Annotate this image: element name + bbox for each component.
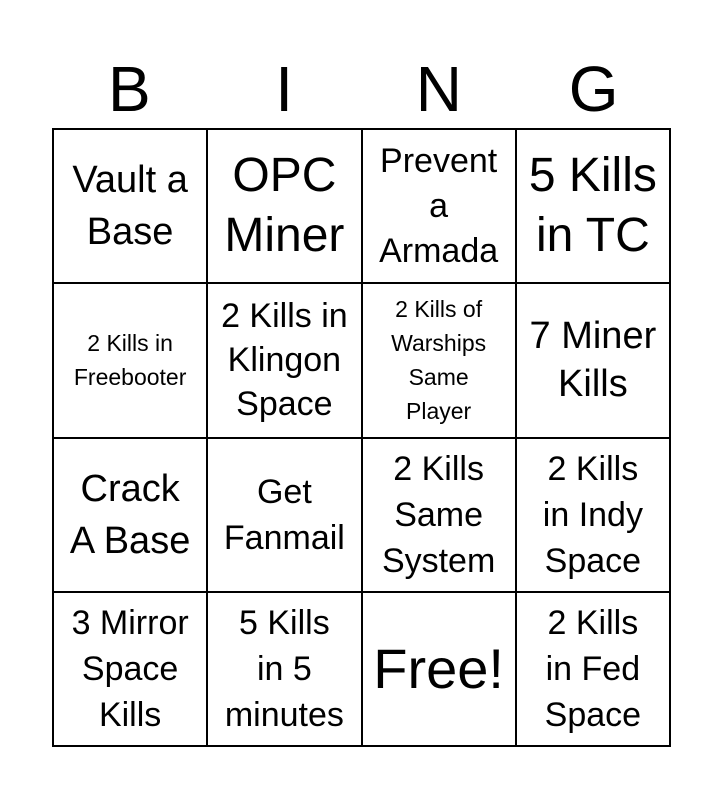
bingo-cell[interactable] xyxy=(516,592,670,746)
bingo-cell-text: 3 Mirror Space Kills xyxy=(71,603,189,734)
header-letter-i: I xyxy=(275,53,294,125)
bingo-cell-text: 7 Miner Kills xyxy=(529,315,657,406)
bingo-cell[interactable] xyxy=(362,283,516,437)
bingo-cell[interactable] xyxy=(53,129,207,283)
bingo-cell[interactable] xyxy=(362,438,516,592)
header-letter-b: B xyxy=(108,53,151,125)
bingo-cell[interactable] xyxy=(53,438,207,592)
bingo-cell-text: 2 Kills Same System xyxy=(381,449,496,580)
header-letter-g: G xyxy=(568,53,619,125)
bingo-cell-text: Free! xyxy=(373,636,504,700)
bingo-cell-text: Crack A Base xyxy=(69,467,191,562)
bingo-cell[interactable] xyxy=(207,438,361,592)
bingo-cell-text: 2 Kills in Freebooter xyxy=(73,330,187,391)
bingo-cell-text: 2 Kills in Fed Space xyxy=(544,603,642,734)
bingo-cell[interactable] xyxy=(207,129,361,283)
bingo-cell-text: 2 Kills in Klingon Space xyxy=(221,297,348,424)
bingo-cell[interactable] xyxy=(207,283,361,437)
bingo-cell[interactable] xyxy=(516,129,670,283)
bingo-cell[interactable] xyxy=(516,283,670,437)
bingo-cell-text: Prevent a Armada xyxy=(379,141,499,270)
bingo-cell[interactable] xyxy=(53,283,207,437)
bingo-cell[interactable] xyxy=(53,592,207,746)
bingo-header xyxy=(52,52,671,126)
bingo-cell[interactable] xyxy=(207,592,361,746)
bingo-cell[interactable] xyxy=(516,438,670,592)
header-letter-n: N xyxy=(415,53,462,125)
bingo-cell-text: 2 Kills of Warships Same Player xyxy=(391,296,487,425)
bingo-cell-text: 2 Kills in Indy Space xyxy=(542,449,643,580)
bingo-grid xyxy=(52,128,671,747)
bingo-cell-free[interactable] xyxy=(362,592,516,746)
bingo-cell-text: 5 Kills in 5 minutes xyxy=(224,603,344,734)
bingo-cell-text: 5 Kills in TC xyxy=(528,149,657,263)
bingo-cell-text: Get Fanmail xyxy=(223,472,345,557)
bingo-cell-text: OPC Miner xyxy=(224,149,345,263)
bingo-cell-text: Vault a Base xyxy=(72,159,188,254)
bingo-cell[interactable] xyxy=(362,129,516,283)
